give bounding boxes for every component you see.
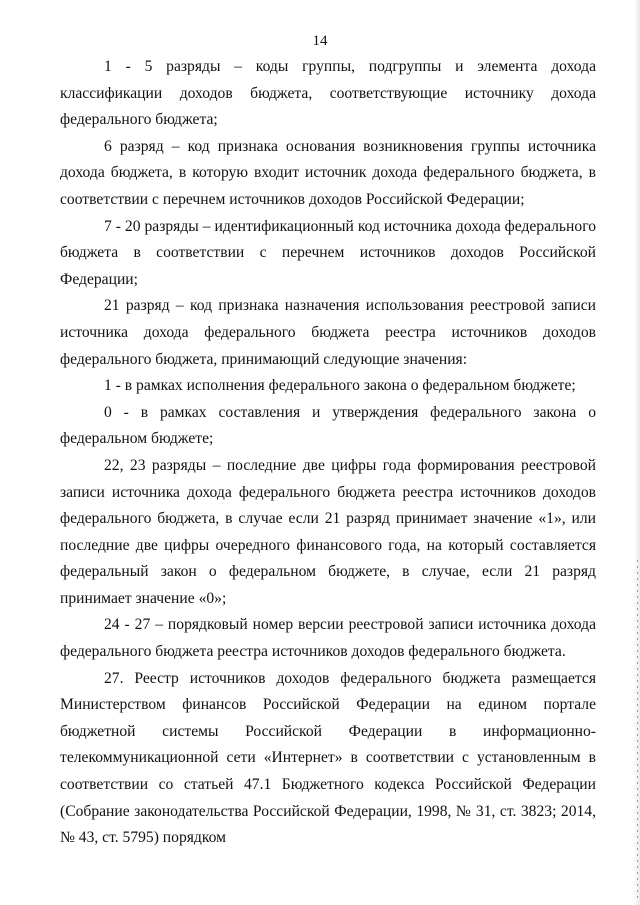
paragraph-digits-7-20: 7 - 20 разряды – идентификационный код источника дохода федерального бюджета в соответствии с перечнем источников доходов Российской Федерации; [60, 217, 596, 288]
document-body [60, 54, 596, 852]
paragraph-value-0: 0 - в рамках составления и утверждения федерального закона о федеральном бюджете; [60, 403, 596, 448]
page-number: 14 [312, 33, 328, 49]
paragraph-digit-6: 6 разряд – код признака основания возникновения группы источника дохода бюджета, в которую входит источник дохода федерального бюджета, в соответствии с перечнем источников доходов Российской Федерации; [60, 137, 596, 208]
paragraph-digits-22-23: 22, 23 разряды – последние две цифры года формирования реестровой записи источника дохода федерального бюджета реестра источников доходов федерального бюджета, в случае если 21 разряд принимает значение «1», или последние две цифры очередного финансового года, на который составляется федеральный закон о федеральном бюджете, в случае, если 21 разряд принимает значение «0»; [60, 456, 596, 607]
paragraph-digits-1-5: 1 - 5 разряды – коды группы, подгруппы и элемента дохода классификации доходов бюджета, соответствующие источнику дохода федерального бюджета; [60, 58, 596, 129]
paragraph-digits-24-27: 24 - 27 – порядковый номер версии реестровой записи источника дохода федерального бюджета реестра источников доходов федерального бюджета. [60, 616, 596, 661]
paragraph-digit-21: 21 разряд – код признака назначения использования реестровой записи источника дохода федерального бюджета реестра источников доходов федерального бюджета, принимающий следующие значения: [60, 297, 596, 368]
paragraph-item-27: 27. Реестр источников доходов федерального бюджета размещается Министерством финансов Российской Федерации на едином портале бюджетной системы Российской Федерации в информационно-телекоммуникационной сети «Интернет» в соответствии с установленным в соответствии со статьей 47.1 Бюджетного кодекса Российской Федерации (Собрание законодательства Российской Федерации, 1998, № 31, ст. 3823; 2014, № 43, ст. 5795) порядком [60, 669, 596, 847]
paragraph-value-1: 1 - в рамках исполнения федерального закона о федеральном бюджете; [104, 377, 576, 395]
scan-edge-shadow [634, 0, 640, 905]
